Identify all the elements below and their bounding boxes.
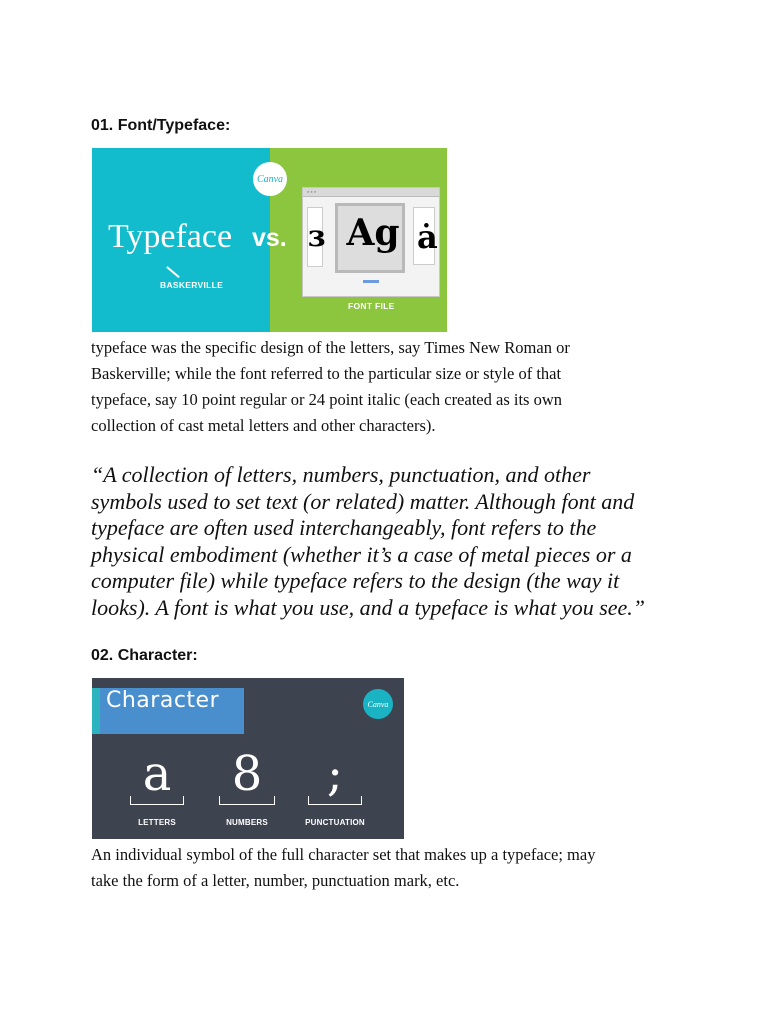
paragraph-line: An individual symbol of the full character set that makes up a typeface; may: [91, 845, 596, 864]
character-paragraph: [91, 842, 651, 894]
paragraph-line: typeface was the specific design of the letters, say Times New Roman or: [91, 338, 570, 357]
paragraph-line: take the form of a letter, number, punctuation mark, etc.: [91, 871, 460, 890]
section-heading-font-typeface: 01. Font/Typeface:: [91, 117, 231, 134]
window-button: [363, 280, 379, 283]
glyph-preview-right: ȧ: [413, 207, 435, 265]
glyph-preview-main: [335, 203, 405, 273]
label-punctuation: PUNCTUATION: [305, 818, 365, 827]
typeface-paragraph: [91, 335, 651, 439]
paragraph-line: collection of cast metal letters and other characters).: [91, 416, 436, 435]
quote-line: physical embodiment (whether it’s a case of metal pieces or a: [91, 541, 632, 567]
paragraph-line: typeface, say 10 point regular or 24 point italic (each created as its own: [91, 390, 562, 409]
bracket-numbers: [219, 796, 275, 805]
section-heading-character: 02. Character:: [91, 647, 198, 664]
canva-logo: Canva: [363, 689, 393, 719]
character-title: Character: [106, 688, 220, 713]
quote-line: typeface are often used interchangeably, font refers to the: [91, 515, 597, 541]
quote-line: “A collection of letters, numbers, punctuation, and other: [91, 462, 591, 487]
label-letters: LETTERS: [138, 818, 176, 827]
quote-line: looks). A font is what you use, and a typeface is what you see.”: [91, 594, 646, 620]
accent-stripe: [92, 688, 100, 734]
quote-line: computer file) while typeface refers to the design (the way it: [91, 568, 620, 594]
glyph-letter: a: [142, 746, 172, 802]
font-file-window: [302, 187, 440, 297]
canva-logo: Canva: [253, 162, 287, 196]
window-controls-icon: ● ● ●: [307, 189, 317, 194]
vs-text: vs.: [252, 224, 287, 252]
baskerville-label: BASKERVILLE: [160, 280, 224, 290]
glyph-number: 8: [231, 746, 263, 802]
quote-line: symbols used to set text (or related) matter. Although font and: [91, 488, 635, 514]
bracket-letters: [130, 796, 184, 805]
paragraph-line: Baskerville; while the font referred to the particular size or style of that: [91, 364, 562, 383]
label-numbers: NUMBERS: [226, 818, 268, 827]
character-image: [92, 678, 404, 839]
glyph-main-text: Ag: [346, 212, 400, 254]
definition-quote: [91, 462, 691, 622]
window-titlebar: [303, 188, 439, 197]
font-file-label: FONT FILE: [348, 301, 395, 311]
glyph-punctuation: ;: [326, 746, 344, 802]
typeface-vs-font-image: [92, 148, 447, 332]
glyph-preview-left: ɜ: [307, 207, 323, 267]
typeface-word: Typeface: [108, 218, 233, 255]
bracket-punctuation: [308, 796, 362, 805]
